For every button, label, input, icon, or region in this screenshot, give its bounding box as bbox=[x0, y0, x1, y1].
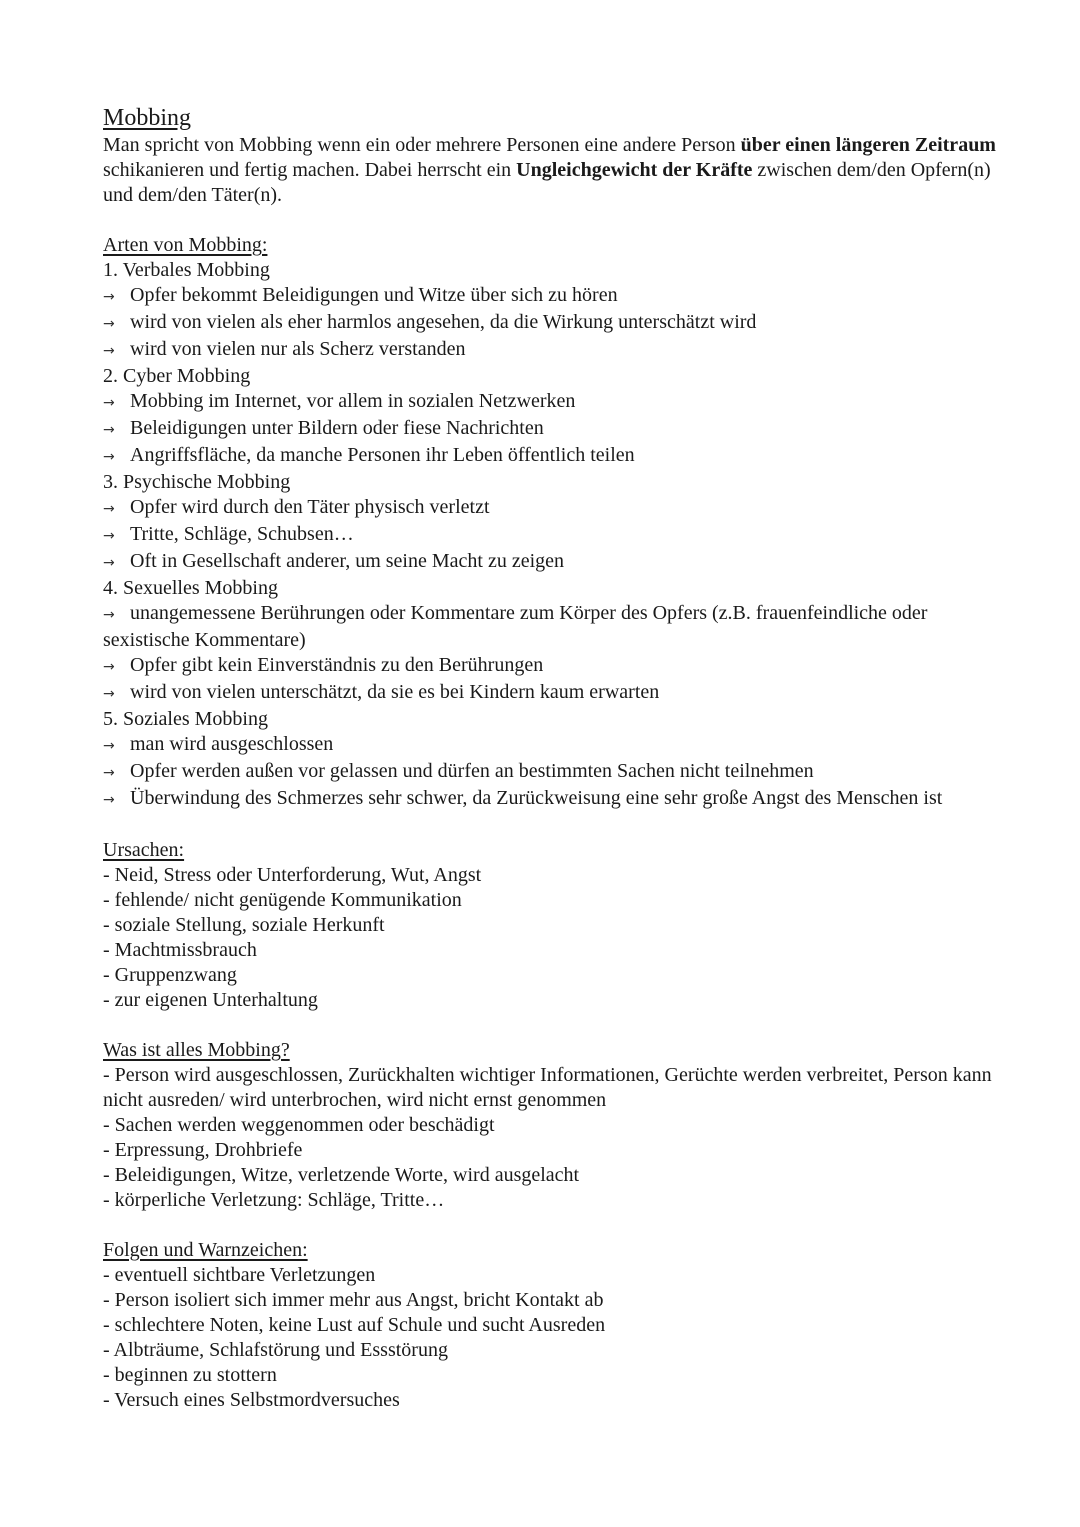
document-page bbox=[103, 104, 1003, 1413]
list-item: - Versuch eines Selbstmordversuches bbox=[103, 1389, 400, 1411]
list-item: - körperliche Verletzung: Schläge, Tritte… bbox=[103, 1189, 445, 1211]
arrow-icon: → bbox=[103, 528, 115, 544]
type-block bbox=[103, 470, 1003, 576]
arrow-icon: → bbox=[103, 422, 115, 438]
type-point: → Opfer gibt kein Einverständnis zu den Berührungen bbox=[103, 653, 1003, 680]
intro-bold-2: Ungleichgewicht der Kräfte bbox=[516, 159, 753, 181]
type-point: → Mobbing im Internet, vor allem in sozialen Netzwerken bbox=[103, 389, 1003, 416]
type-point: → unangemessene Berührungen oder Kommentare zum Körper des Opfers (z.B. frauenfeindliche oder sexistische Kommentare) bbox=[103, 602, 928, 651]
section-heading-ursachen: Ursachen: bbox=[103, 839, 185, 861]
type-point: → Beleidigungen unter Bildern oder fiese Nachrichten bbox=[103, 416, 1003, 443]
arrow-icon: → bbox=[103, 555, 115, 571]
list-item: - Erpressung, Drohbriefe bbox=[103, 1139, 303, 1161]
arrow-icon: → bbox=[103, 449, 115, 465]
type-point: → Oft in Gesellschaft anderer, um seine Macht zu zeigen bbox=[103, 549, 1003, 576]
type-point: → wird von vielen unterschätzt, da sie es bei Kindern kaum erwarten bbox=[103, 680, 1003, 707]
intro-bold-1: über einen längeren Zeitraum bbox=[740, 134, 996, 156]
type-point: → Tritte, Schläge, Schubsen… bbox=[103, 522, 1003, 549]
list-item: - Person isoliert sich immer mehr aus Angst, bricht Kontakt ab bbox=[103, 1289, 604, 1311]
intro-text-2: schikanieren und fertig machen. Dabei herrscht ein bbox=[103, 159, 517, 181]
list-item: - beginnen zu stottern bbox=[103, 1364, 277, 1386]
section-was-ist bbox=[103, 1038, 1003, 1213]
list-item: - eventuell sichtbare Verletzungen bbox=[103, 1264, 376, 1286]
spacer bbox=[103, 208, 1003, 233]
list-item: - Machtmissbrauch bbox=[103, 939, 257, 961]
list-item: - Albträume, Schlafstörung und Essstörung bbox=[103, 1339, 448, 1361]
intro-text-3: zwischen dem/den Opfern(n) und dem/den Täter(n). bbox=[103, 159, 991, 206]
arrow-icon: → bbox=[103, 792, 115, 808]
type-title: 1. Verbales Mobbing bbox=[103, 259, 270, 281]
intro-text-1: Man spricht von Mobbing wenn ein oder mehrere Personen eine andere Person bbox=[103, 134, 741, 156]
list-item: - zur eigenen Unterhaltung bbox=[103, 989, 318, 1011]
list-item: - Person wird ausgeschlossen, Zurückhalten wichtiger Informationen, Gerüchte werden verbreitet, Person kann nicht ausreden/ wird unterbrochen, wird nicht ernst genommen bbox=[103, 1064, 992, 1111]
list-item: - soziale Stellung, soziale Herkunft bbox=[103, 914, 385, 936]
spacer bbox=[103, 1013, 1003, 1038]
type-point: → Angriffsfläche, da manche Personen ihr Leben öffentlich teilen bbox=[103, 443, 1003, 470]
arrow-icon: → bbox=[103, 738, 115, 754]
type-block bbox=[103, 576, 1003, 707]
type-point: → Opfer werden außen vor gelassen und dürfen an bestimmten Sachen nicht teilnehmen bbox=[103, 759, 1003, 786]
section-arten bbox=[103, 233, 1003, 813]
type-title: 3. Psychische Mobbing bbox=[103, 471, 291, 493]
type-block bbox=[103, 707, 1003, 813]
type-point: → Opfer bekommt Beleidigungen und Witze über sich zu hören bbox=[103, 283, 1003, 310]
arrow-icon: → bbox=[103, 659, 115, 675]
arrow-icon: → bbox=[103, 289, 115, 305]
list-item: - Gruppenzwang bbox=[103, 964, 237, 986]
list-item: - Sachen werden weggenommen oder beschädigt bbox=[103, 1114, 495, 1136]
section-heading-arten: Arten von Mobbing: bbox=[103, 234, 268, 256]
arrow-icon: → bbox=[103, 765, 115, 781]
list-item: - Neid, Stress oder Unterforderung, Wut, Angst bbox=[103, 864, 482, 886]
type-block bbox=[103, 364, 1003, 470]
intro-paragraph bbox=[103, 133, 1003, 208]
type-title: 4. Sexuelles Mobbing bbox=[103, 577, 278, 599]
arrow-icon: → bbox=[103, 607, 115, 623]
type-point: → wird von vielen als eher harmlos angesehen, da die Wirkung unterschätzt wird bbox=[103, 310, 1003, 337]
type-point: → Überwindung des Schmerzes sehr schwer, da Zurückweisung eine sehr große Angst des Menschen ist bbox=[103, 786, 1003, 813]
arrow-icon: → bbox=[103, 501, 115, 517]
section-ursachen bbox=[103, 838, 1003, 1013]
type-title: 2. Cyber Mobbing bbox=[103, 365, 251, 387]
list-item: - schlechtere Noten, keine Lust auf Schule und sucht Ausreden bbox=[103, 1314, 606, 1336]
document-title: Mobbing bbox=[103, 105, 192, 131]
section-folgen bbox=[103, 1238, 1003, 1413]
list-item: - Beleidigungen, Witze, verletzende Worte, wird ausgelacht bbox=[103, 1164, 580, 1186]
type-block bbox=[103, 258, 1003, 364]
type-point: → man wird ausgeschlossen bbox=[103, 732, 1003, 759]
spacer bbox=[103, 1213, 1003, 1238]
section-heading-was-ist: Was ist alles Mobbing? bbox=[103, 1039, 290, 1061]
type-title: 5. Soziales Mobbing bbox=[103, 708, 268, 730]
type-point: → wird von vielen nur als Scherz verstanden bbox=[103, 337, 1003, 364]
section-heading-folgen: Folgen und Warnzeichen: bbox=[103, 1239, 308, 1261]
spacer bbox=[103, 813, 1003, 838]
arrow-icon: → bbox=[103, 395, 115, 411]
arrow-icon: → bbox=[103, 343, 115, 359]
arrow-icon: → bbox=[103, 686, 115, 702]
type-point: → Opfer wird durch den Täter physisch verletzt bbox=[103, 495, 1003, 522]
list-item: - fehlende/ nicht genügende Kommunikation bbox=[103, 889, 462, 911]
arrow-icon: → bbox=[103, 316, 115, 332]
